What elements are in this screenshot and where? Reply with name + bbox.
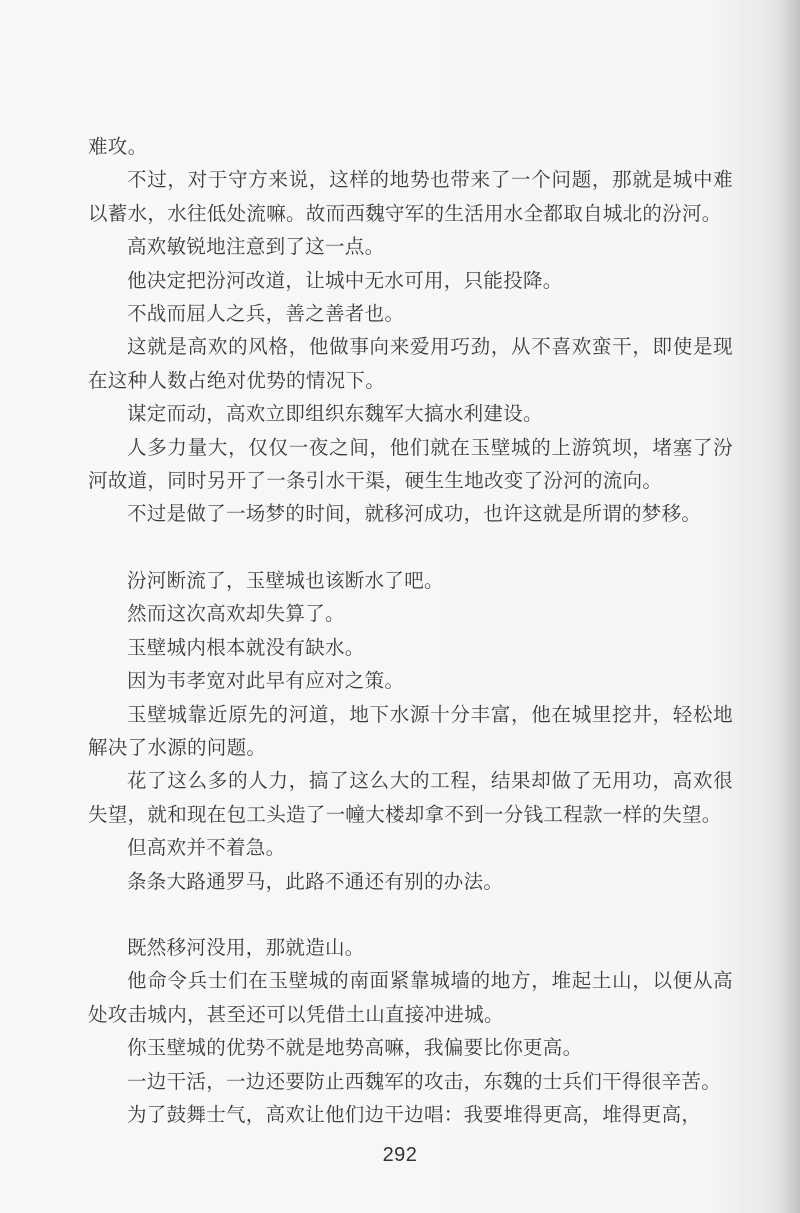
paragraph: 条条大路通罗马，此路不通还有别的办法。	[127, 869, 504, 893]
paragraph: 高欢敏锐地注意到了这一点。	[127, 235, 385, 259]
page-number: 292	[382, 1144, 418, 1166]
paragraph: 既然移河没用，那就造山。	[127, 935, 365, 959]
page-gutter-shadow	[778, 0, 800, 1213]
paragraph: 但高欢并不着急。	[127, 836, 286, 860]
paragraph: 难攻。	[88, 135, 148, 158]
paragraph: 为了鼓舞士气，高欢让他们边干边唱：我要堆得更高，堆得更高，	[127, 1102, 702, 1126]
paragraph: 这就是高欢的风格，他做事向来爱用巧劲，从不喜欢蛮干，即使是现在这种人数占绝对优势的情况下。	[88, 335, 733, 392]
paragraph: 不战而屈人之兵，善之善者也。	[127, 302, 405, 326]
section-break	[88, 898, 733, 931]
paragraph: 然而这次高欢却失算了。	[127, 602, 345, 626]
paragraph: 汾河断流了，玉壁城也该断水了吧。	[127, 568, 444, 592]
body-text	[88, 130, 733, 1131]
section-break	[88, 531, 733, 564]
paragraph: 玉壁城内根本就没有缺水。	[127, 635, 365, 659]
paragraph: 你玉壁城的优势不就是地势高嘛，我偏要比你更高。	[127, 1036, 583, 1060]
paragraph: 人多力量大，仅仅一夜之间，他们就在玉壁城的上游筑坝，堵塞了汾河故道，同时另开了一条引水干渠，硬生生地改变了汾河的流向。	[88, 435, 733, 493]
paragraph: 他决定把汾河改道，让城中无水可用，只能投降。	[127, 268, 563, 292]
paragraph: 不过，对于守方来说，这样的地势也带来了一个问题，那就是城中难以蓄水，水往低处流嘛。故而西魏守军的生活用水全都取自城北的汾河。	[88, 168, 733, 225]
paragraph: 花了这么多的人力，搞了这么大的工程，结果却做了无用功，高欢很失望，就和现在包工头造了一幢大楼却拿不到一分钱工程款一样的失望。	[88, 769, 733, 826]
paragraph: 因为韦孝宽对此早有应对之策。	[127, 669, 405, 693]
paragraph: 谋定而动，高欢立即组织东魏军大搞水利建设。	[127, 402, 543, 426]
paragraph: 不过是做了一场梦的时间，就移河成功，也许这就是所谓的梦移。	[127, 502, 702, 526]
paragraph: 他命令兵士们在玉壁城的南面紧靠城墙的地方，堆起土山，以便从高处攻击城内，甚至还可以凭借土山直接冲进城。	[88, 969, 733, 1026]
paragraph: 一边干活，一边还要防止西魏军的攻击，东魏的士兵们干得很辛苦。	[127, 1069, 722, 1093]
paragraph: 玉壁城靠近原先的河道，地下水源十分丰富，他在城里挖井，轻松地解决了水源的问题。	[88, 702, 733, 759]
